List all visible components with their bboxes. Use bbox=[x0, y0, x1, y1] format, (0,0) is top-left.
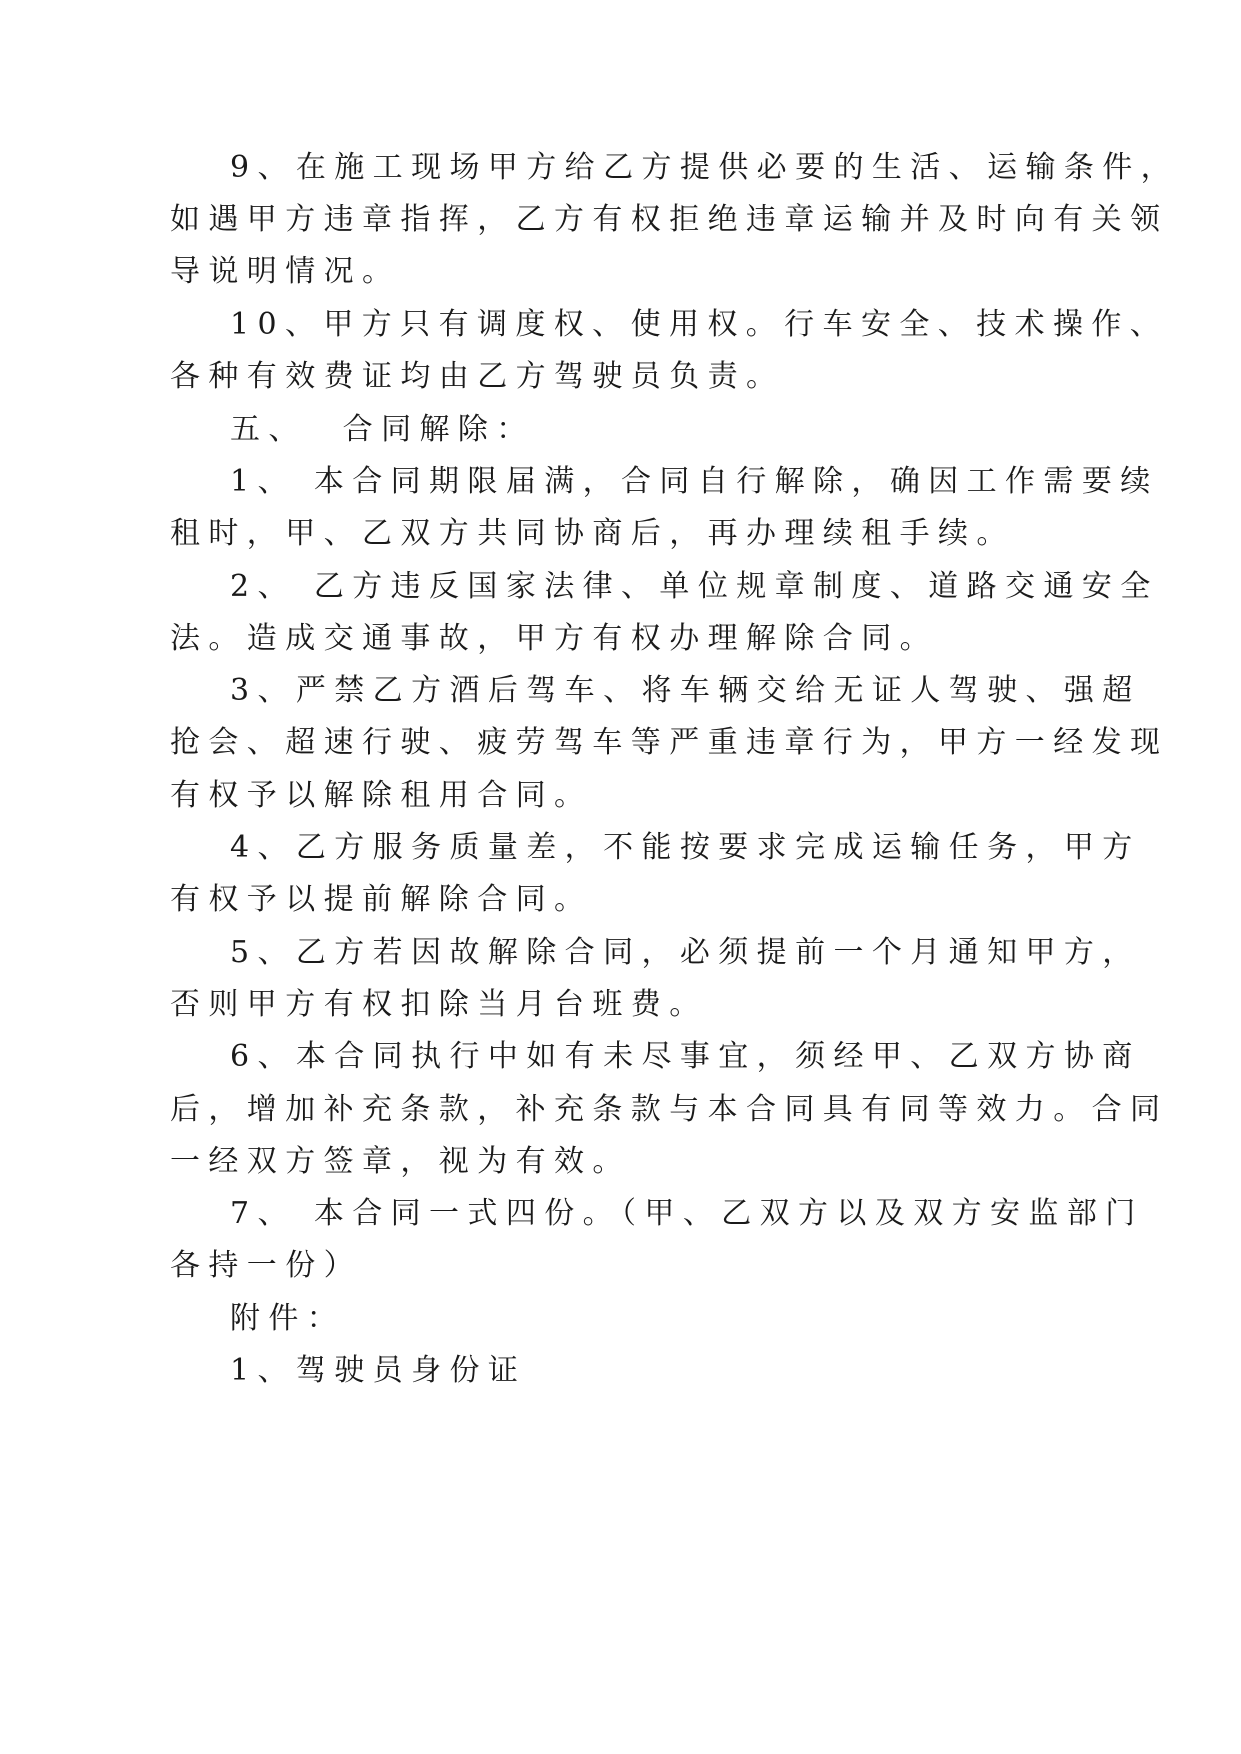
text-line: 一经双方签章，视为有效。 bbox=[170, 1144, 631, 1179]
attachments-heading: 附件： bbox=[230, 1301, 346, 1336]
text-line: 导说明情况。 bbox=[170, 254, 401, 289]
text-line: 租时，甲、乙双方共同协商后，再办理续租手续。 bbox=[170, 516, 1015, 551]
text-line: 各种有效费证均由乙方驾驶员负责。 bbox=[170, 359, 785, 394]
text-line: 10、甲方只有调度权、使用权。行车安全、技术操作、 bbox=[230, 307, 1169, 342]
text-line: 5、乙方若因故解除合同，必须提前一个月通知甲方， bbox=[230, 935, 1141, 970]
text-line: 有权予以提前解除合同。 bbox=[170, 882, 593, 917]
text-line: 法。造成交通事故，甲方有权办理解除合同。 bbox=[170, 621, 938, 656]
text-line: 2、 乙方违反国家法律、单位规章制度、道路交通安全 bbox=[230, 569, 1159, 604]
text-line: 如遇甲方违章指挥，乙方有权拒绝违章运输并及时向有关领 bbox=[170, 202, 1169, 237]
text-line: 抢会、超速行驶、疲劳驾车等严重违章行为，甲方一经发现 bbox=[170, 725, 1169, 760]
text-line: 3、严禁乙方酒后驾车、将车辆交给无证人驾驶、强超 bbox=[230, 673, 1141, 708]
text-line: 7、 本合同一式四份。（甲、乙双方以及双方安监部门 bbox=[230, 1196, 1144, 1231]
text-line: 各持一份） bbox=[170, 1248, 362, 1283]
attachment-item: 1、驾驶员身份证 bbox=[230, 1353, 527, 1388]
text-line: 有权予以解除租用合同。 bbox=[170, 778, 593, 813]
text-line: 后，增加补充条款，补充条款与本合同具有同等效力。合同 bbox=[170, 1092, 1169, 1127]
text-line: 1、 本合同期限届满，合同自行解除，确因工作需要续 bbox=[230, 464, 1159, 499]
text-line: 4、乙方服务质量差，不能按要求完成运输任务，甲方 bbox=[230, 830, 1141, 865]
text-line: 9、在施工现场甲方给乙方提供必要的生活、运输条件， bbox=[230, 150, 1180, 185]
text-line: 否则甲方有权扣除当月台班费。 bbox=[170, 987, 708, 1022]
section-heading: 五、 合同解除： bbox=[230, 412, 535, 447]
text-line: 6、本合同执行中如有未尽事宜，须经甲、乙双方协商 bbox=[230, 1039, 1141, 1074]
